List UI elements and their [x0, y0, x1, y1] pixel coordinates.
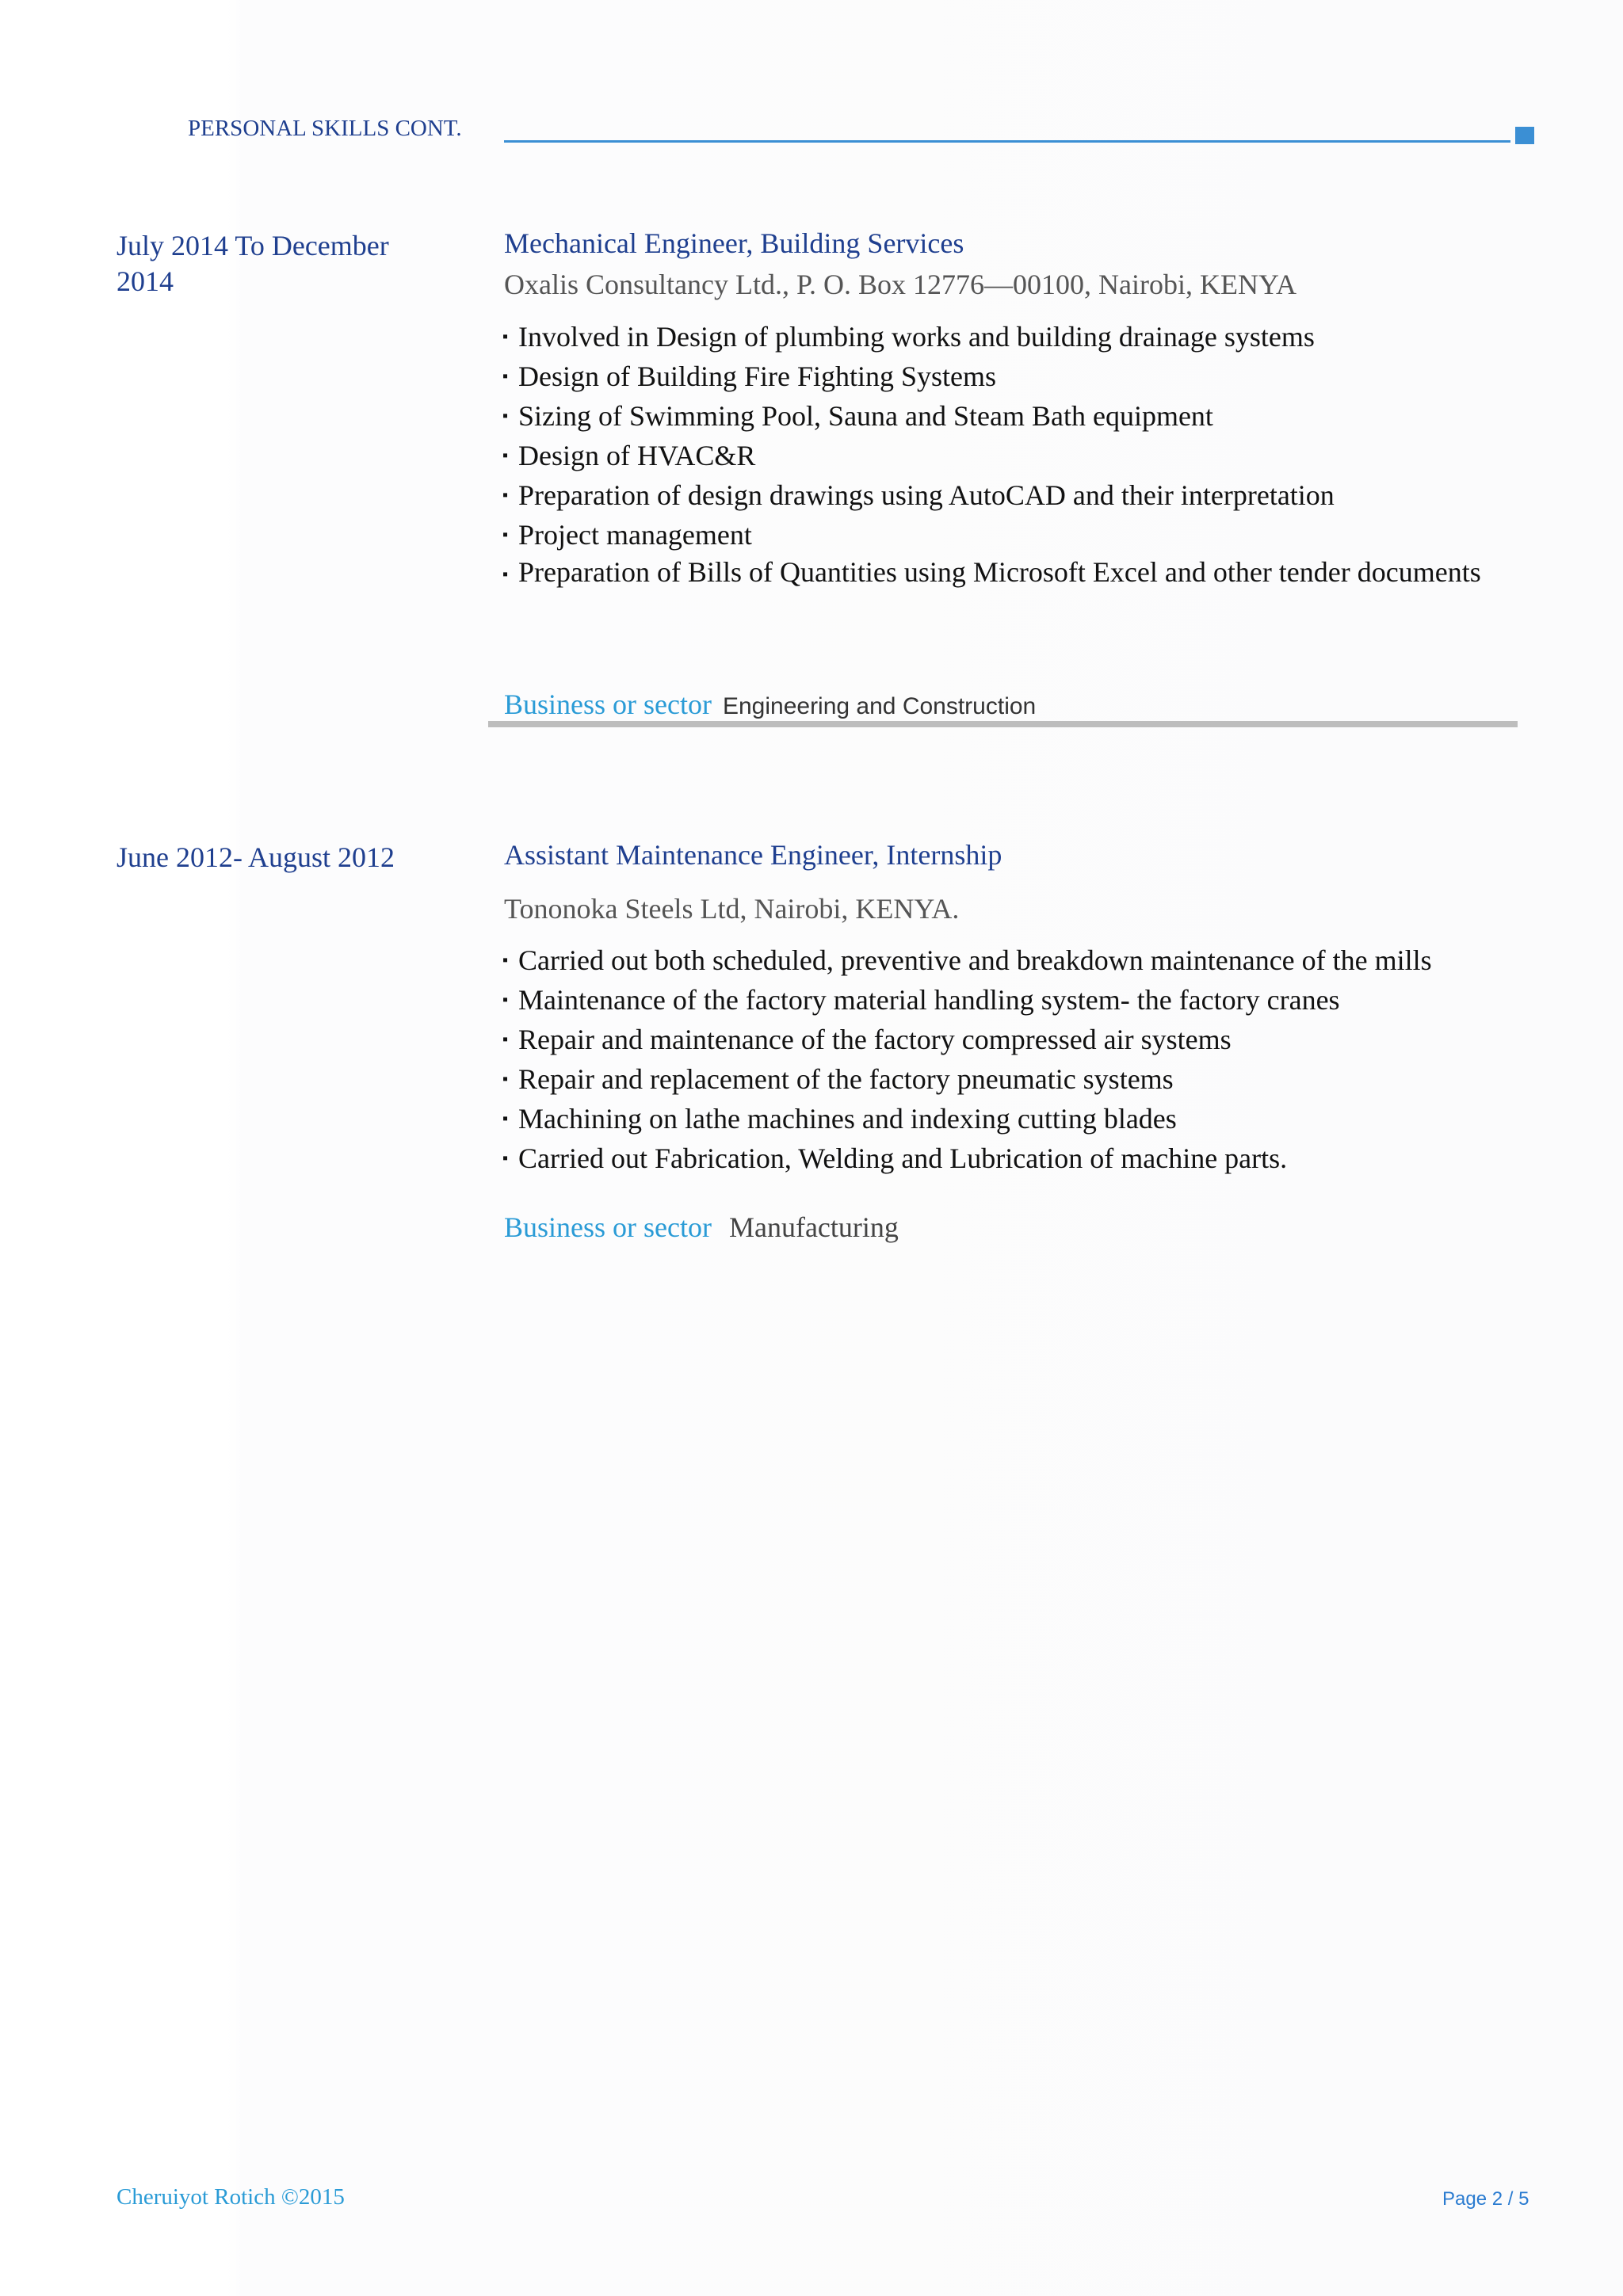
sector-label: Business or sector: [504, 688, 712, 720]
bullet-icon: ▪: [502, 991, 509, 1009]
section-header: PERSONAL SKILLS CONT.: [188, 116, 462, 141]
list-item: [502, 357, 1493, 396]
header-rule: [504, 140, 1510, 143]
section-divider: [488, 721, 1518, 727]
sector-label: Business or sector: [504, 1211, 712, 1243]
list-item-text: Preparation of design drawings using AutoCAD and their interpretation: [518, 479, 1335, 511]
list-item: [502, 1020, 1493, 1059]
list-item-text: Maintenance of the factory material handling system- the factory cranes: [518, 984, 1340, 1016]
list-item: [502, 1059, 1493, 1099]
bullet-icon: ▪: [502, 526, 509, 543]
bullet-icon: ▪: [502, 1070, 509, 1088]
list-item: [502, 515, 1493, 555]
list-item-text: Project management: [518, 519, 752, 551]
bullet-icon: ▪: [502, 368, 509, 385]
entry-2-sector: [504, 1211, 899, 1244]
entry-1-sector: [504, 688, 1036, 721]
bullet-icon: ▪: [502, 328, 509, 345]
bullet-icon: ▪: [502, 486, 509, 504]
header-marker: [1515, 127, 1534, 144]
entry-2-bullet-list: [502, 940, 1493, 1178]
list-item: [502, 1138, 1493, 1178]
list-item-text: Machining on lathe machines and indexing cutting blades: [518, 1103, 1177, 1135]
entry-2-employer: Tononoka Steels Ltd, Nairobi, KENYA.: [504, 893, 960, 925]
list-item: [502, 436, 1493, 475]
footer-copyright: Cheruiyot Rotich ©2015: [116, 2184, 345, 2210]
list-item-text: Design of HVAC&R: [518, 440, 756, 471]
sector-value: Manufacturing: [728, 1211, 899, 1243]
list-item-text: Preparation of Bills of Quantities using Microsoft Excel and other tender documents: [518, 556, 1481, 588]
bullet-icon: ▪: [502, 447, 509, 464]
list-item-text: Carried out Fabrication, Welding and Lubrication of machine parts.: [518, 1142, 1288, 1174]
list-item-text: Repair and maintenance of the factory compressed air systems: [518, 1024, 1232, 1055]
entry-2-title: Assistant Maintenance Engineer, Internship: [504, 839, 1002, 871]
entry-1-employer: Oxalis Consultancy Ltd., P. O. Box 12776—00100, Nairobi, KENYA: [504, 269, 1296, 300]
list-item: [502, 1099, 1493, 1138]
bullet-icon: ▪: [502, 1031, 509, 1048]
bullet-icon: ▪: [502, 407, 509, 425]
list-item-text: Repair and replacement of the factory pneumatic systems: [518, 1063, 1174, 1095]
list-item-text: Carried out both scheduled, preventive and breakdown maintenance of the mills: [518, 944, 1432, 976]
list-item-text: Involved in Design of plumbing works and building drainage systems: [518, 321, 1315, 353]
sector-value: Engineering and Construction: [722, 693, 1037, 719]
list-item: [502, 940, 1493, 980]
list-item: [502, 396, 1493, 436]
list-item-text: Design of Building Fire Fighting Systems: [518, 360, 997, 392]
bullet-icon: ▪: [502, 952, 509, 969]
list-item-text: Sizing of Swimming Pool, Sauna and Steam Bath equipment: [518, 400, 1213, 432]
list-item: [502, 980, 1493, 1020]
bullet-icon: ▪: [502, 1150, 509, 1167]
entry-1-date: July 2014 To December 2014: [116, 230, 389, 297]
list-item: [502, 475, 1493, 515]
entry-1-bullet-list: [502, 317, 1493, 590]
entry-2-date: June 2012- August 2012: [116, 841, 395, 873]
page-number: Page 2 / 5: [1442, 2188, 1529, 2210]
bullet-icon: ▪: [502, 566, 509, 583]
list-item: [502, 317, 1493, 357]
bullet-icon: ▪: [502, 1110, 509, 1127]
list-item: [502, 555, 1493, 590]
entry-1-title: Mechanical Engineer, Building Services: [504, 227, 964, 259]
